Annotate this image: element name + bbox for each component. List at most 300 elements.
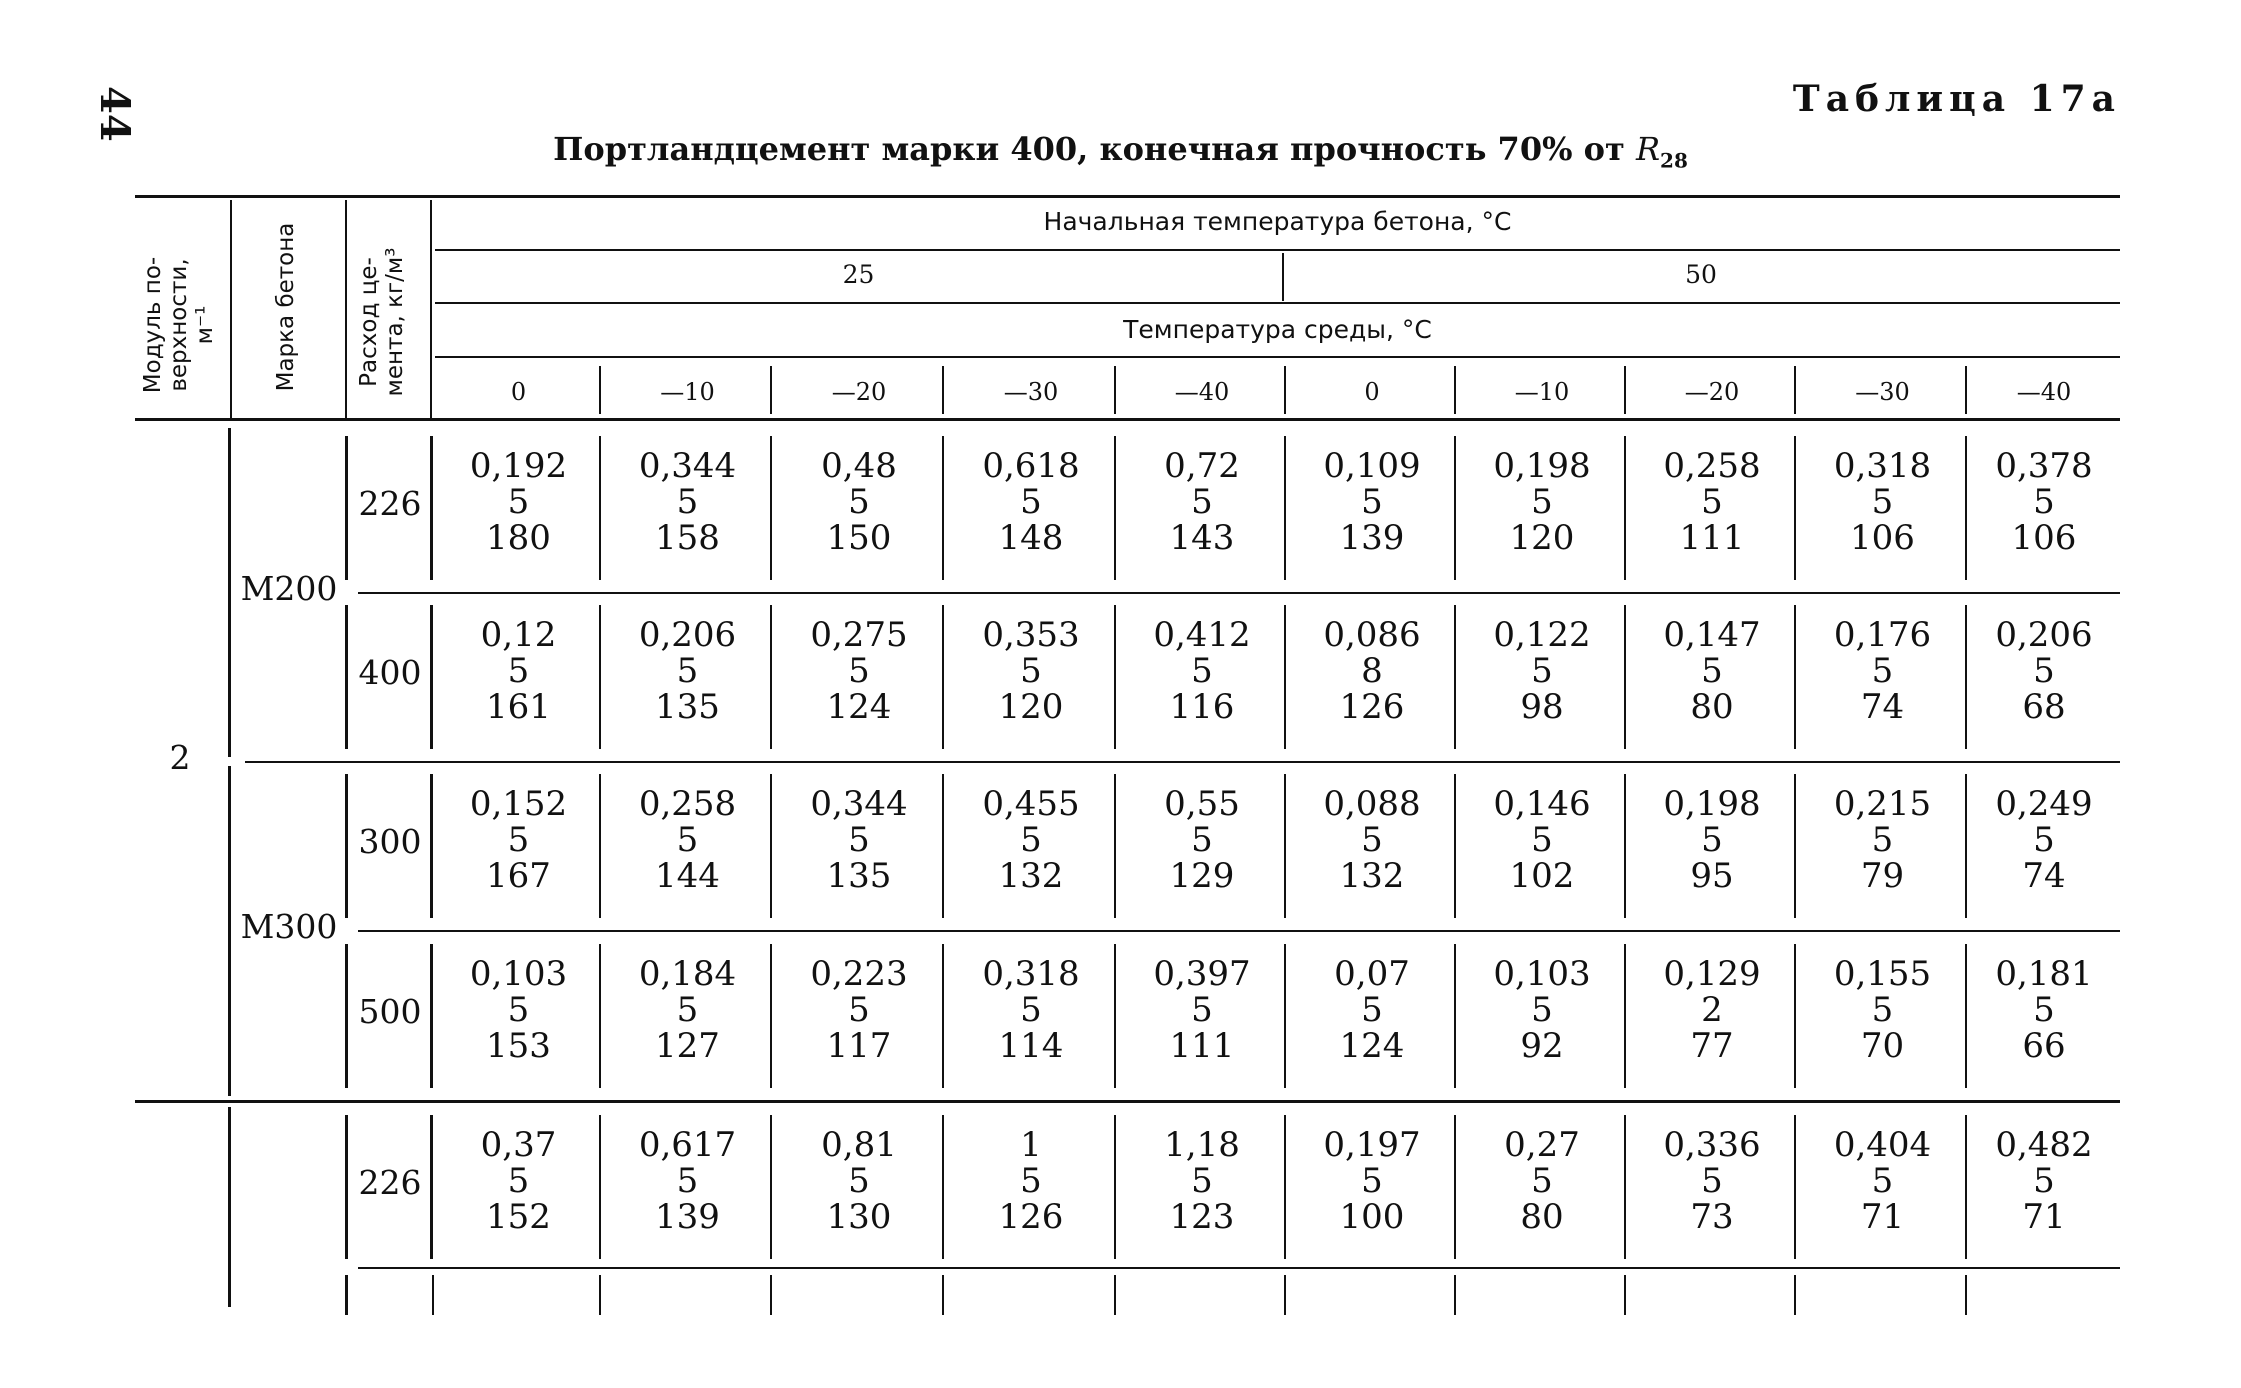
- cell-line: 106: [2011, 518, 2077, 558]
- cell-line: 150: [826, 518, 892, 558]
- cell-divider: [1114, 1115, 1116, 1259]
- table-cell: [435, 956, 602, 1064]
- cell-line: 117: [826, 1026, 892, 1066]
- cell-divider: [1114, 774, 1116, 918]
- cell-divider: [770, 436, 772, 580]
- cell-line: 5: [507, 820, 530, 860]
- cell-line: 0,617: [638, 1125, 737, 1165]
- cell-line: 0,122: [1493, 615, 1591, 655]
- table-cell: [602, 956, 773, 1064]
- table-cell: [1117, 617, 1287, 725]
- cell-divider: [770, 1115, 772, 1259]
- cell-divider: [1794, 774, 1796, 918]
- cell-line: 8: [1361, 651, 1383, 691]
- cell-line: 66: [2022, 1026, 2066, 1066]
- table-cell: [1968, 956, 2120, 1064]
- cell-divider: [770, 944, 772, 1088]
- table-cell: [1457, 786, 1627, 894]
- cell-line: 0,184: [638, 954, 737, 994]
- table-cell: [945, 448, 1117, 556]
- header-divider-1: [230, 200, 232, 418]
- cell-divider: [1114, 1275, 1116, 1315]
- cell-divider: [1284, 605, 1286, 749]
- cell-line: 0,103: [469, 954, 568, 994]
- data-divider: [430, 944, 433, 1088]
- cell-line: 5: [1701, 820, 1723, 860]
- header-consumption-text: Расход це- мента, кг/м³: [356, 247, 408, 397]
- cell-line: 126: [1339, 687, 1405, 727]
- cell-divider: [942, 605, 944, 749]
- table-cell: [1457, 956, 1627, 1064]
- table-title: [0, 130, 2241, 172]
- cell-line: 0,109: [1323, 446, 1421, 486]
- cell-line: 0,147: [1663, 615, 1761, 655]
- cell-line: 0,318: [982, 954, 1080, 994]
- env-temp-divider: [1454, 366, 1456, 414]
- cell-line: 0,412: [1153, 615, 1251, 655]
- cell-divider: [1114, 436, 1116, 580]
- table-cell: [1117, 956, 1287, 1064]
- modulus-value: 2: [169, 738, 191, 777]
- consumption-value: 400: [358, 653, 422, 692]
- env-temp-value: —20: [831, 378, 887, 406]
- cell-line: 1: [1020, 1125, 1042, 1165]
- cell-line: 161: [486, 687, 551, 727]
- cell-line: 5: [1020, 651, 1042, 691]
- env-temp-divider: [1965, 366, 1967, 414]
- table-cell: [1457, 448, 1627, 556]
- cell-line: 71: [1860, 1197, 1905, 1237]
- cell-line: 106: [1850, 518, 1915, 558]
- cell-line: 5: [1020, 1161, 1042, 1201]
- cell-line: 144: [655, 856, 720, 896]
- cell-line: 0,198: [1493, 446, 1591, 486]
- table-cell: [1117, 1127, 1287, 1235]
- cell-line: 135: [655, 687, 720, 727]
- table-cell: [945, 1127, 1117, 1235]
- row-rule: [358, 592, 2120, 594]
- cell-line: 0,086: [1323, 615, 1421, 655]
- table-cell: [602, 1127, 773, 1235]
- cell-line: 0,206: [1995, 615, 2093, 655]
- cell-divider: [1965, 605, 1967, 749]
- cell-line: 0,258: [638, 784, 737, 824]
- cell-line: 71: [2022, 1197, 2066, 1237]
- env-temp-value: 0: [510, 378, 527, 406]
- cell-line: 5: [1871, 820, 1894, 860]
- cell-line: 0,455: [982, 784, 1080, 824]
- cell-line: 167: [486, 856, 551, 896]
- cell-line: 180: [486, 518, 551, 558]
- cell-line: 139: [655, 1197, 720, 1237]
- page-number: 44: [91, 86, 138, 142]
- title-main: Портландцемент марки 400, конечная прочность 70% от: [553, 130, 1625, 168]
- cell-divider: [942, 944, 944, 1088]
- table-cell: [1797, 1127, 1968, 1235]
- table-cell: [602, 786, 773, 894]
- cell-divider: [1114, 944, 1116, 1088]
- grade-rule: [245, 761, 2120, 763]
- cell-line: 0,81: [821, 1125, 897, 1165]
- consumption-divider: [345, 436, 348, 580]
- cell-line: 5: [1871, 651, 1894, 691]
- table-cell: [1117, 448, 1287, 556]
- cell-line: 79: [1860, 856, 1905, 896]
- cell-line: 143: [1169, 518, 1235, 558]
- table-cell: [435, 617, 602, 725]
- data-divider: [430, 774, 433, 918]
- cell-divider: [1624, 605, 1626, 749]
- cell-line: 132: [1339, 856, 1405, 896]
- cell-line: 0,215: [1833, 784, 1932, 824]
- cell-line: 0,336: [1663, 1125, 1761, 1165]
- cell-line: 5: [1531, 820, 1553, 860]
- header-grade: Марка бетона: [273, 222, 299, 392]
- env-temp-divider: [770, 366, 772, 414]
- cell-line: 132: [998, 856, 1064, 896]
- header-initial-temp: Начальная температура бетона, °С: [1043, 207, 1512, 236]
- cell-line: 5: [1701, 651, 1723, 691]
- cell-line: 0,353: [982, 615, 1080, 655]
- cell-line: 0,155: [1833, 954, 1932, 994]
- cell-line: 5: [507, 482, 530, 522]
- cell-line: 0,404: [1833, 1125, 1932, 1165]
- table-cell: [1287, 786, 1457, 894]
- cell-line: 123: [1169, 1197, 1235, 1237]
- cell-divider: [942, 1275, 944, 1315]
- cell-line: 68: [2022, 687, 2066, 727]
- cell-line: 5: [1191, 1161, 1213, 1201]
- cell-line: 5: [2033, 1161, 2055, 1201]
- table-cell: [1627, 617, 1797, 725]
- cell-divider: [1624, 1115, 1626, 1259]
- cell-line: 0,198: [1663, 784, 1761, 824]
- header-rule-3: [435, 356, 2120, 358]
- env-temp-value: —10: [660, 378, 715, 406]
- cell-divider: [1284, 1115, 1286, 1259]
- table-cell: [773, 956, 945, 1064]
- consumption-divider: [345, 605, 348, 749]
- cell-line: 127: [655, 1026, 720, 1066]
- cell-line: 5: [1361, 1161, 1383, 1201]
- cell-line: 5: [676, 1161, 699, 1201]
- header-rule-2: [435, 302, 2120, 304]
- env-temp-divider: [1284, 366, 1286, 414]
- env-temp-value: —30: [1003, 378, 1059, 406]
- cell-line: 129: [1169, 856, 1235, 896]
- cell-divider: [1454, 1275, 1456, 1315]
- cell-divider: [599, 1275, 601, 1315]
- cell-line: 2: [1701, 990, 1723, 1030]
- cell-line: 0,192: [469, 446, 568, 486]
- cell-line: 135: [826, 856, 892, 896]
- env-temp-value: —40: [2016, 378, 2072, 406]
- table-cell: [1968, 617, 2120, 725]
- cell-divider: [1965, 1115, 1967, 1259]
- cell-line: 0,72: [1164, 446, 1240, 486]
- cell-line: 148: [998, 518, 1064, 558]
- cell-line: 0,618: [982, 446, 1080, 486]
- consumption-value: 226: [358, 484, 422, 523]
- cell-line: 5: [676, 651, 699, 691]
- env-temp-divider: [1624, 366, 1626, 414]
- header-initial-25: 25: [842, 260, 875, 289]
- cell-line: 95: [1690, 856, 1734, 896]
- table-label: Таблица 17а: [1792, 78, 2121, 120]
- cell-divider: [942, 1115, 944, 1259]
- cell-line: 77: [1690, 1026, 1734, 1066]
- cell-divider: [1794, 436, 1796, 580]
- cell-line: 5: [1191, 651, 1213, 691]
- cell-divider: [1624, 774, 1626, 918]
- cell-line: 5: [1191, 990, 1213, 1030]
- env-temp-divider: [599, 366, 601, 414]
- table-cell: [435, 786, 602, 894]
- header-modulus-text: Модуль по- верхности, м⁻¹: [140, 256, 218, 394]
- consumption-divider: [345, 1115, 348, 1259]
- cell-divider: [770, 1275, 772, 1315]
- cell-line: 1,18: [1164, 1125, 1240, 1165]
- cell-line: 5: [1531, 990, 1553, 1030]
- data-divider: [430, 436, 433, 580]
- data-divider: [430, 1115, 433, 1259]
- table-cell: [1287, 448, 1457, 556]
- table-cell: [435, 448, 602, 556]
- cell-line: 0,223: [810, 954, 908, 994]
- cell-line: 5: [1531, 651, 1553, 691]
- table-cell: [945, 956, 1117, 1064]
- cell-line: 5: [848, 651, 870, 691]
- consumption-divider: [345, 1275, 348, 1315]
- cell-line: 5: [1361, 990, 1383, 1030]
- cell-line: 139: [1339, 518, 1405, 558]
- header-bottom-rule: [135, 418, 2120, 421]
- cell-divider: [599, 1115, 601, 1259]
- cell-line: 158: [655, 518, 720, 558]
- cell-line: 5: [1531, 1161, 1553, 1201]
- cell-divider: [1454, 605, 1456, 749]
- cell-divider: [432, 1275, 434, 1315]
- table-cell: [1797, 786, 1968, 894]
- env-temp-divider: [1114, 366, 1116, 414]
- cell-line: 5: [676, 482, 699, 522]
- table-cell: [773, 617, 945, 725]
- title-subscript: 28: [1660, 148, 1688, 173]
- table-cell: [1287, 1127, 1457, 1235]
- cell-line: 0,249: [1995, 784, 2093, 824]
- cell-line: 5: [2033, 990, 2055, 1030]
- table-cell: [1627, 956, 1797, 1064]
- row-rule: [358, 930, 2120, 932]
- cell-line: 0,152: [469, 784, 568, 824]
- cell-line: 0,258: [1663, 446, 1761, 486]
- cell-line: 74: [2022, 856, 2066, 896]
- cell-divider: [1965, 1275, 1967, 1315]
- env-temp-divider: [1794, 366, 1796, 414]
- cell-line: 0,12: [480, 615, 557, 655]
- table-cell: [435, 1127, 602, 1235]
- cell-divider: [599, 436, 601, 580]
- cell-divider: [599, 944, 601, 1088]
- env-temp-value: —30: [1855, 378, 1910, 406]
- cell-line: 5: [1871, 1161, 1894, 1201]
- cell-line: 5: [2033, 482, 2055, 522]
- cell-divider: [1114, 605, 1116, 749]
- grade-divider: [228, 1107, 231, 1307]
- cell-line: 0,197: [1323, 1125, 1421, 1165]
- cell-line: 80: [1690, 687, 1734, 727]
- table-cell: [602, 448, 773, 556]
- env-temp-value: —40: [1174, 378, 1230, 406]
- table-cell: [1287, 617, 1457, 725]
- cell-divider: [942, 436, 944, 580]
- table-cell: [945, 786, 1117, 894]
- header-consumption: [356, 222, 420, 422]
- cell-line: 5: [1191, 482, 1213, 522]
- cell-line: 124: [826, 687, 892, 727]
- cell-line: 5: [1871, 482, 1894, 522]
- cell-divider: [1454, 774, 1456, 918]
- cell-divider: [770, 774, 772, 918]
- cell-divider: [1965, 774, 1967, 918]
- cell-line: 5: [1531, 482, 1553, 522]
- cell-line: 5: [1701, 1161, 1723, 1201]
- consumption-value: 226: [358, 1163, 422, 1202]
- header-rule-1: [435, 249, 2120, 251]
- cell-divider: [1624, 1275, 1626, 1315]
- cell-line: 126: [998, 1197, 1064, 1237]
- cell-line: 0,129: [1663, 954, 1761, 994]
- cell-line: 5: [507, 1161, 530, 1201]
- cell-line: 5: [1361, 820, 1383, 860]
- cell-line: 5: [1020, 820, 1042, 860]
- cell-line: 5: [848, 820, 870, 860]
- consumption-divider: [345, 944, 348, 1088]
- cell-line: 5: [2033, 820, 2055, 860]
- cell-divider: [1284, 1275, 1286, 1315]
- cell-line: 0,088: [1323, 784, 1421, 824]
- cell-divider: [1794, 944, 1796, 1088]
- cell-line: 5: [676, 820, 699, 860]
- cell-line: 0,48: [821, 446, 897, 486]
- cell-divider: [1284, 774, 1286, 918]
- cell-divider: [1624, 944, 1626, 1088]
- cell-divider: [1794, 1275, 1796, 1315]
- header-env-temp: Температура среды, °С: [1123, 315, 1432, 344]
- cell-line: 5: [1701, 482, 1723, 522]
- cell-line: 5: [1020, 990, 1042, 1030]
- consumption-value: 500: [358, 992, 422, 1031]
- table-cell: [1627, 448, 1797, 556]
- env-temp-value: —10: [1514, 378, 1570, 406]
- group-rule: [135, 1100, 2120, 1103]
- table-cell: [773, 1127, 945, 1235]
- cell-line: 5: [2033, 651, 2055, 691]
- cell-line: 0,55: [1164, 784, 1240, 824]
- cell-divider: [599, 774, 601, 918]
- row-rule: [358, 1267, 2120, 1269]
- cell-divider: [599, 605, 601, 749]
- cell-divider: [1794, 605, 1796, 749]
- cell-divider: [770, 605, 772, 749]
- cell-divider: [1624, 436, 1626, 580]
- cell-line: 5: [1191, 820, 1213, 860]
- table-cell: [1287, 956, 1457, 1064]
- cell-line: 116: [1169, 687, 1235, 727]
- cell-line: 114: [998, 1026, 1064, 1066]
- cell-line: 0,103: [1493, 954, 1591, 994]
- cell-line: 5: [848, 990, 870, 1030]
- title-symbol: R: [1635, 130, 1661, 168]
- consumption-value: 300: [358, 822, 422, 861]
- table-cell: [773, 448, 945, 556]
- cell-divider: [1965, 436, 1967, 580]
- cell-line: 5: [507, 990, 530, 1030]
- table-cell: [1627, 786, 1797, 894]
- table-cell: [1968, 786, 2120, 894]
- table-cell: [602, 617, 773, 725]
- cell-line: 0,146: [1493, 784, 1591, 824]
- table-cell: [945, 617, 1117, 725]
- header-modulus: [140, 225, 220, 425]
- cell-line: 0,176: [1833, 615, 1932, 655]
- table-top-rule: [135, 195, 2120, 198]
- cell-line: 100: [1339, 1197, 1405, 1237]
- cell-line: 92: [1520, 1026, 1564, 1066]
- cell-line: 102: [1509, 856, 1575, 896]
- table-cell: [1797, 617, 1968, 725]
- cell-divider: [1794, 1115, 1796, 1259]
- table-cell: [1627, 1127, 1797, 1235]
- cell-line: 0,344: [638, 446, 737, 486]
- cell-line: 5: [676, 990, 699, 1030]
- cell-divider: [1454, 1115, 1456, 1259]
- cell-line: 0,27: [1504, 1125, 1580, 1165]
- cell-line: 5: [1020, 482, 1042, 522]
- table-cell: [773, 786, 945, 894]
- env-temp-divider: [942, 366, 944, 414]
- table-cell: [1797, 448, 1968, 556]
- cell-line: 0,482: [1995, 1125, 2093, 1165]
- env-temp-value: 0: [1364, 378, 1380, 406]
- cell-line: 152: [486, 1197, 551, 1237]
- cell-line: 98: [1520, 687, 1564, 727]
- cell-line: 5: [507, 651, 530, 691]
- grade-value: М300: [240, 907, 338, 946]
- grade-divider: [228, 766, 231, 1096]
- cell-line: 0,318: [1833, 446, 1932, 486]
- table-cell: [1457, 617, 1627, 725]
- cell-line: 0,181: [1995, 954, 2093, 994]
- cell-line: 120: [1509, 518, 1575, 558]
- cell-line: 0,275: [810, 615, 908, 655]
- cell-line: 70: [1860, 1026, 1905, 1066]
- header-divider-2: [345, 200, 347, 418]
- cell-line: 111: [1169, 1026, 1235, 1066]
- grade-value: М200: [240, 568, 338, 608]
- cell-divider: [942, 774, 944, 918]
- table-cell: [1797, 956, 1968, 1064]
- cell-line: 120: [998, 687, 1064, 727]
- table-cell: [1117, 786, 1287, 894]
- cell-line: 0,07: [1334, 954, 1410, 994]
- cell-divider: [1454, 944, 1456, 1088]
- header-initial-50: 50: [1685, 260, 1717, 289]
- env-temp-value: —20: [1684, 378, 1740, 406]
- cell-line: 5: [1871, 990, 1894, 1030]
- cell-line: 80: [1520, 1197, 1564, 1237]
- cell-line: 153: [486, 1026, 551, 1066]
